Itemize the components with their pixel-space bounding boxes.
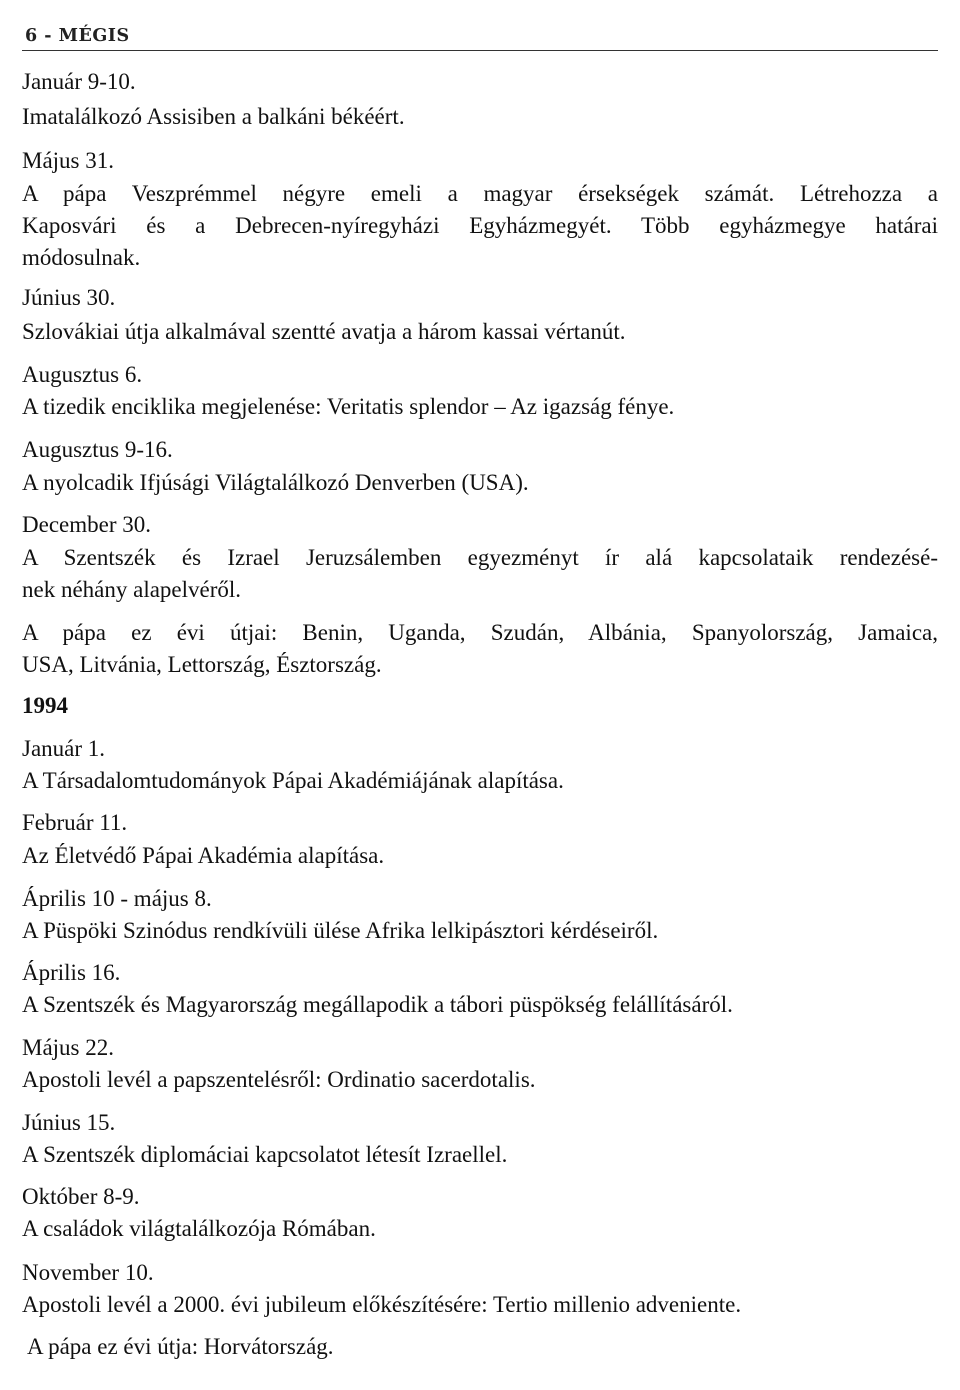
event-line: Imatalálkozó Assisiben a balkáni békéért.: [22, 104, 405, 129]
event-line: A pápa ez évi útjai: Benin, Uganda, Szudán, Albánia, Spanyolország, Jamaica,: [22, 620, 938, 645]
event-line: A Társadalomtudományok Pápai Akadémiájának alapítása.: [22, 768, 564, 793]
event-line: Apostoli levél a 2000. évi jubileum előkészítésére: Tertio millenio adveniente.: [22, 1292, 742, 1317]
date-line: Június 15.: [22, 1110, 116, 1135]
event-line: A nyolcadik Ifjúsági Világtalálkozó Denverben (USA).: [22, 470, 529, 495]
event-line: Szlovákiai útja alkalmával szentté avatja a három kassai vértanút.: [22, 319, 626, 344]
date-line: Január 1.: [22, 736, 106, 761]
date-line: Május 31.: [22, 148, 114, 173]
event-line: A tizedik enciklika megjelenése: Veritatis splendor – Az igazság fénye.: [22, 394, 675, 419]
date-line: Április 10 - május 8.: [22, 886, 212, 911]
event-line: A Szentszék diplomáciai kapcsolatot létesít Izraellel.: [22, 1142, 508, 1167]
date-line: Október 8-9.: [22, 1184, 140, 1209]
event-line: A pápa Veszprémmel négyre emeli a magyar érsekségek számát. Létrehozza a: [22, 181, 938, 206]
event-line: A Szentszék és Magyarország megállapodik a tábori püspökség felállításáról.: [22, 992, 733, 1017]
year-heading: 1994: [22, 693, 68, 718]
event-line: nek néhány alapelvéről.: [22, 577, 242, 602]
event-line: Apostoli levél a papszentelésről: Ordinatio sacerdotalis.: [22, 1067, 536, 1092]
event-line: A családok világtalálkozója Rómában.: [22, 1216, 376, 1241]
event-line: A Püspöki Szinódus rendkívüli ülése Afrika lelkipásztori kérdéseiről.: [22, 918, 659, 943]
date-line: December 30.: [22, 512, 151, 537]
date-line: Augusztus 6.: [22, 362, 143, 387]
date-line: Február 11.: [22, 810, 128, 835]
date-line: Augusztus 9-16.: [22, 437, 173, 462]
event-line: Kaposvári és a Debrecen-nyíregyházi Egyházmegyét. Több egyházmegye határai: [22, 213, 938, 238]
event-line: Az Életvédő Pápai Akadémia alapítása.: [22, 843, 385, 868]
event-line: A Szentszék és Izrael Jeruzsálemben egyezményt ír alá kapcsolataik rendezésé-: [22, 545, 938, 570]
event-line: módosulnak.: [22, 245, 141, 270]
date-line: Június 30.: [22, 285, 116, 310]
date-line: Április 16.: [22, 960, 121, 985]
event-line: A pápa ez évi útja: Horvátország.: [27, 1334, 334, 1359]
date-line: November 10.: [22, 1260, 154, 1285]
event-line: USA, Litvánia, Lettország, Észtország.: [22, 652, 382, 677]
date-line: Január 9-10.: [22, 69, 136, 94]
date-line: Május 22.: [22, 1035, 114, 1060]
chapter-label: 6 - MÉGIS: [25, 26, 130, 46]
page-header: [22, 22, 938, 51]
document-page: [22, 0, 938, 1390]
